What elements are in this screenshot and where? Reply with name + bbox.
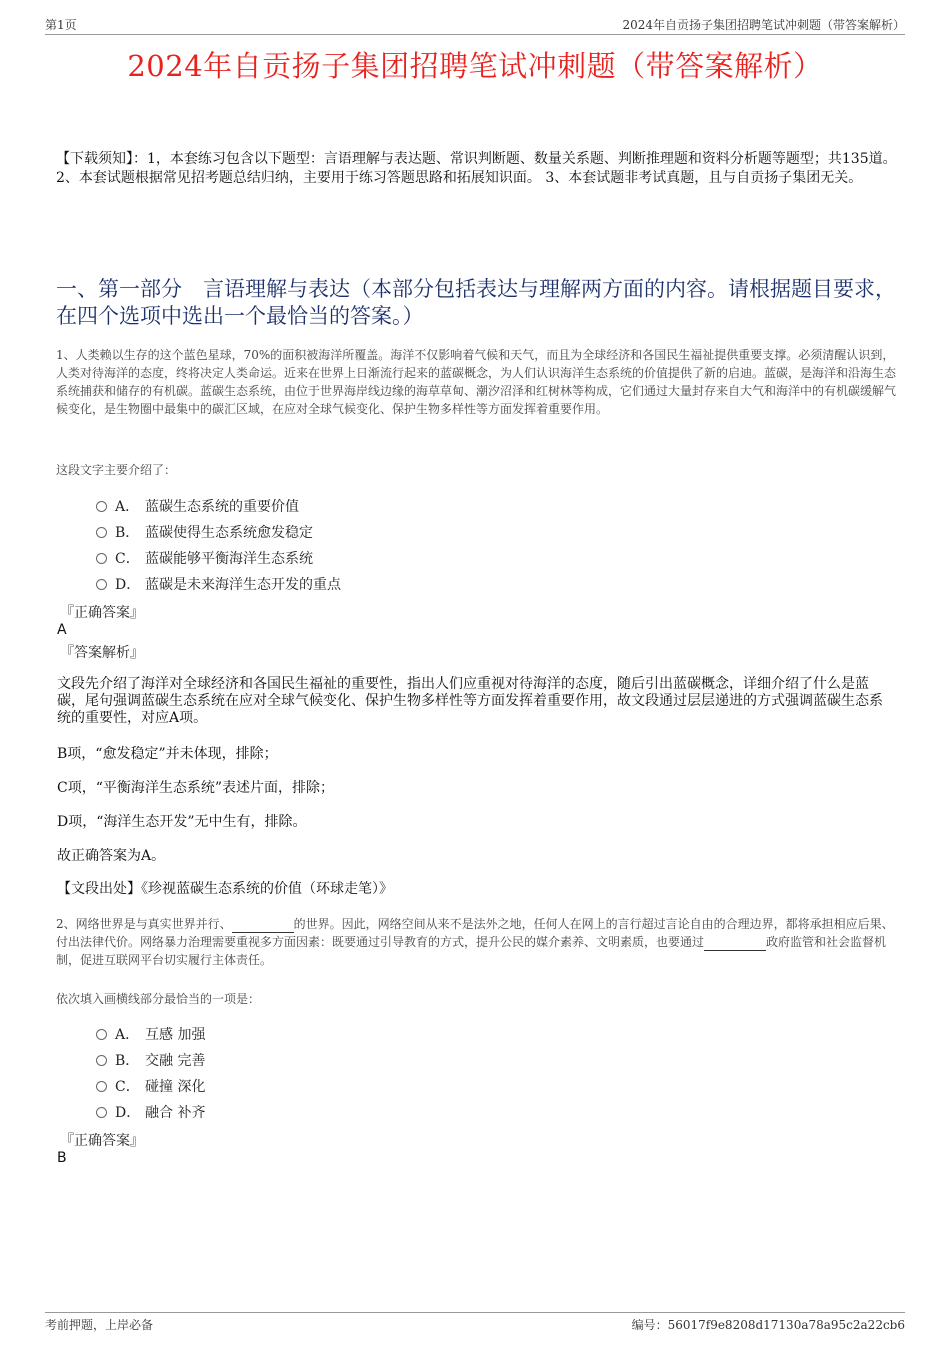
radio-icon[interactable]: [96, 501, 107, 512]
analysis-conclusion: 故正确答案为A。: [57, 848, 166, 864]
correct-answer: A: [57, 622, 67, 638]
fill-blank: [232, 920, 294, 933]
question-1-option-c[interactable]: C． 蓝碳能够平衡海洋生态系统: [96, 548, 313, 568]
radio-icon[interactable]: [96, 1029, 107, 1040]
page-footer: [45, 1312, 905, 1333]
question-1-option-a[interactable]: A． 蓝碳生态系统的重要价值: [96, 496, 299, 516]
document-title: 2024年自贡扬子集团招聘笔试冲刺题（带答案解析）: [127, 49, 823, 83]
section-heading: 一、第一部分 言语理解与表达（本部分包括表达与理解两方面的内容。请根据题目要求，在四个选项中选出一个最恰当的答案。）: [56, 277, 896, 328]
radio-icon[interactable]: [96, 1055, 107, 1066]
radio-icon[interactable]: [96, 579, 107, 590]
question-1-text: 1、人类赖以生存的这个蓝色星球，70%的面积被海洋所覆盖。海洋不仅影响着气候和天气，而且为全球经济和各国民生福祉提供重要支撑。必须清醒认识到，人类对待海洋的态度，终将决定人类命运。近来在世界上日渐流行起来的蓝碳概念，为人们认识海洋生态系统的价值提供了新的启迪。蓝碳，是海洋和沿海生态系统捕获和储存的有机碳。蓝碳生态系统，由位于世界海岸线边缘的海草草甸、潮汐沼泽和红树林等构成，它们通过大量封存来自大气和海洋中的有机碳缓解气候变化，是生物圈中最集中的碳汇区域，在应对全球气候变化、保护生物多样性等方面发挥着重要作用。: [56, 348, 897, 416]
question-2-prompt: 依次填入画横线部分最恰当的一项是：: [56, 992, 261, 1006]
question-1-prompt: 这段文字主要介绍了：: [56, 463, 177, 477]
radio-icon[interactable]: [96, 527, 107, 538]
question-2-text: 2、网络世界是与真实世界并行、 的世界。因此，网络空间从来不是法外之地，任何人在网上的言行超过言论自由的合理边界，都将承担相应后果、付出法律代价。网络暴力治理需要重视多方面因素：既要通过引导教育的方式，提升公民的媒介素养、文明素质，也要通过 政府监管和社会监督机制，促进互联网平台切实履行主体责任。: [56, 917, 894, 967]
correct-answer: B: [57, 1150, 67, 1166]
analysis-b-note: B项，“愈发稳定”并未体现，排除；: [57, 746, 278, 762]
page-number: 第1页: [45, 18, 77, 32]
analysis-c-note: C项，“平衡海洋生态系统”表述片面，排除；: [57, 780, 335, 796]
question-2-option-d[interactable]: D． 融合 补齐: [96, 1102, 205, 1122]
footer-doc-id: 编号：56017f9e8208d17130a78a95c2a22cb6: [631, 1318, 905, 1332]
fill-blank: [704, 938, 766, 951]
footer-slogan: 考前押题，上岸必备: [45, 1318, 154, 1332]
analysis-text: 文段先介绍了海洋对全球经济和各国民生福祉的重要性，指出人们应重视对待海洋的态度，随后引出蓝碳概念，详细介绍了什么是蓝碳，尾句强调蓝碳生态系统在应对全球气候变化、保护生物多样性等方面发挥着重要作用，故文段通过层层递进的方式强调蓝碳生态系统的重要性，对应A项。: [57, 676, 883, 726]
header-doc-title: 2024年自贡扬子集团招聘笔试冲刺题（带答案解析）: [622, 18, 905, 32]
question-1-option-d[interactable]: D． 蓝碳是未来海洋生态开发的重点: [96, 574, 341, 594]
text-source: 【文段出处】《珍视蓝碳生态系统的价值（环球走笔）》: [57, 881, 393, 897]
radio-icon[interactable]: [96, 553, 107, 564]
radio-icon[interactable]: [96, 1081, 107, 1092]
radio-icon[interactable]: [96, 1107, 107, 1118]
question-2-option-c[interactable]: C． 碰撞 深化: [96, 1076, 205, 1096]
answer-label: 『正确答案』: [60, 605, 144, 621]
analysis-label: 『答案解析』: [60, 645, 144, 661]
download-notice: 【下载须知】：1，本套练习包含以下题型：言语理解与表达题、常识判断题、数量关系题、判断推理题和资料分析题等题型；共135道。 2、本套试题根据常见招考题总结归纳，主要用于练习答题思路和拓展知识面。 3、本套试题非考试真题，且与自贡扬子集团无关。: [56, 151, 897, 186]
question-1-option-b[interactable]: B． 蓝碳使得生态系统愈发稳定: [96, 522, 313, 542]
answer-label: 『正确答案』: [60, 1133, 144, 1149]
analysis-d-note: D项，“海洋生态开发”无中生有，排除。: [57, 814, 307, 830]
page-header: [45, 16, 905, 35]
question-2-option-a[interactable]: A． 互感 加强: [96, 1024, 205, 1044]
question-2-option-b[interactable]: B． 交融 完善: [96, 1050, 205, 1070]
